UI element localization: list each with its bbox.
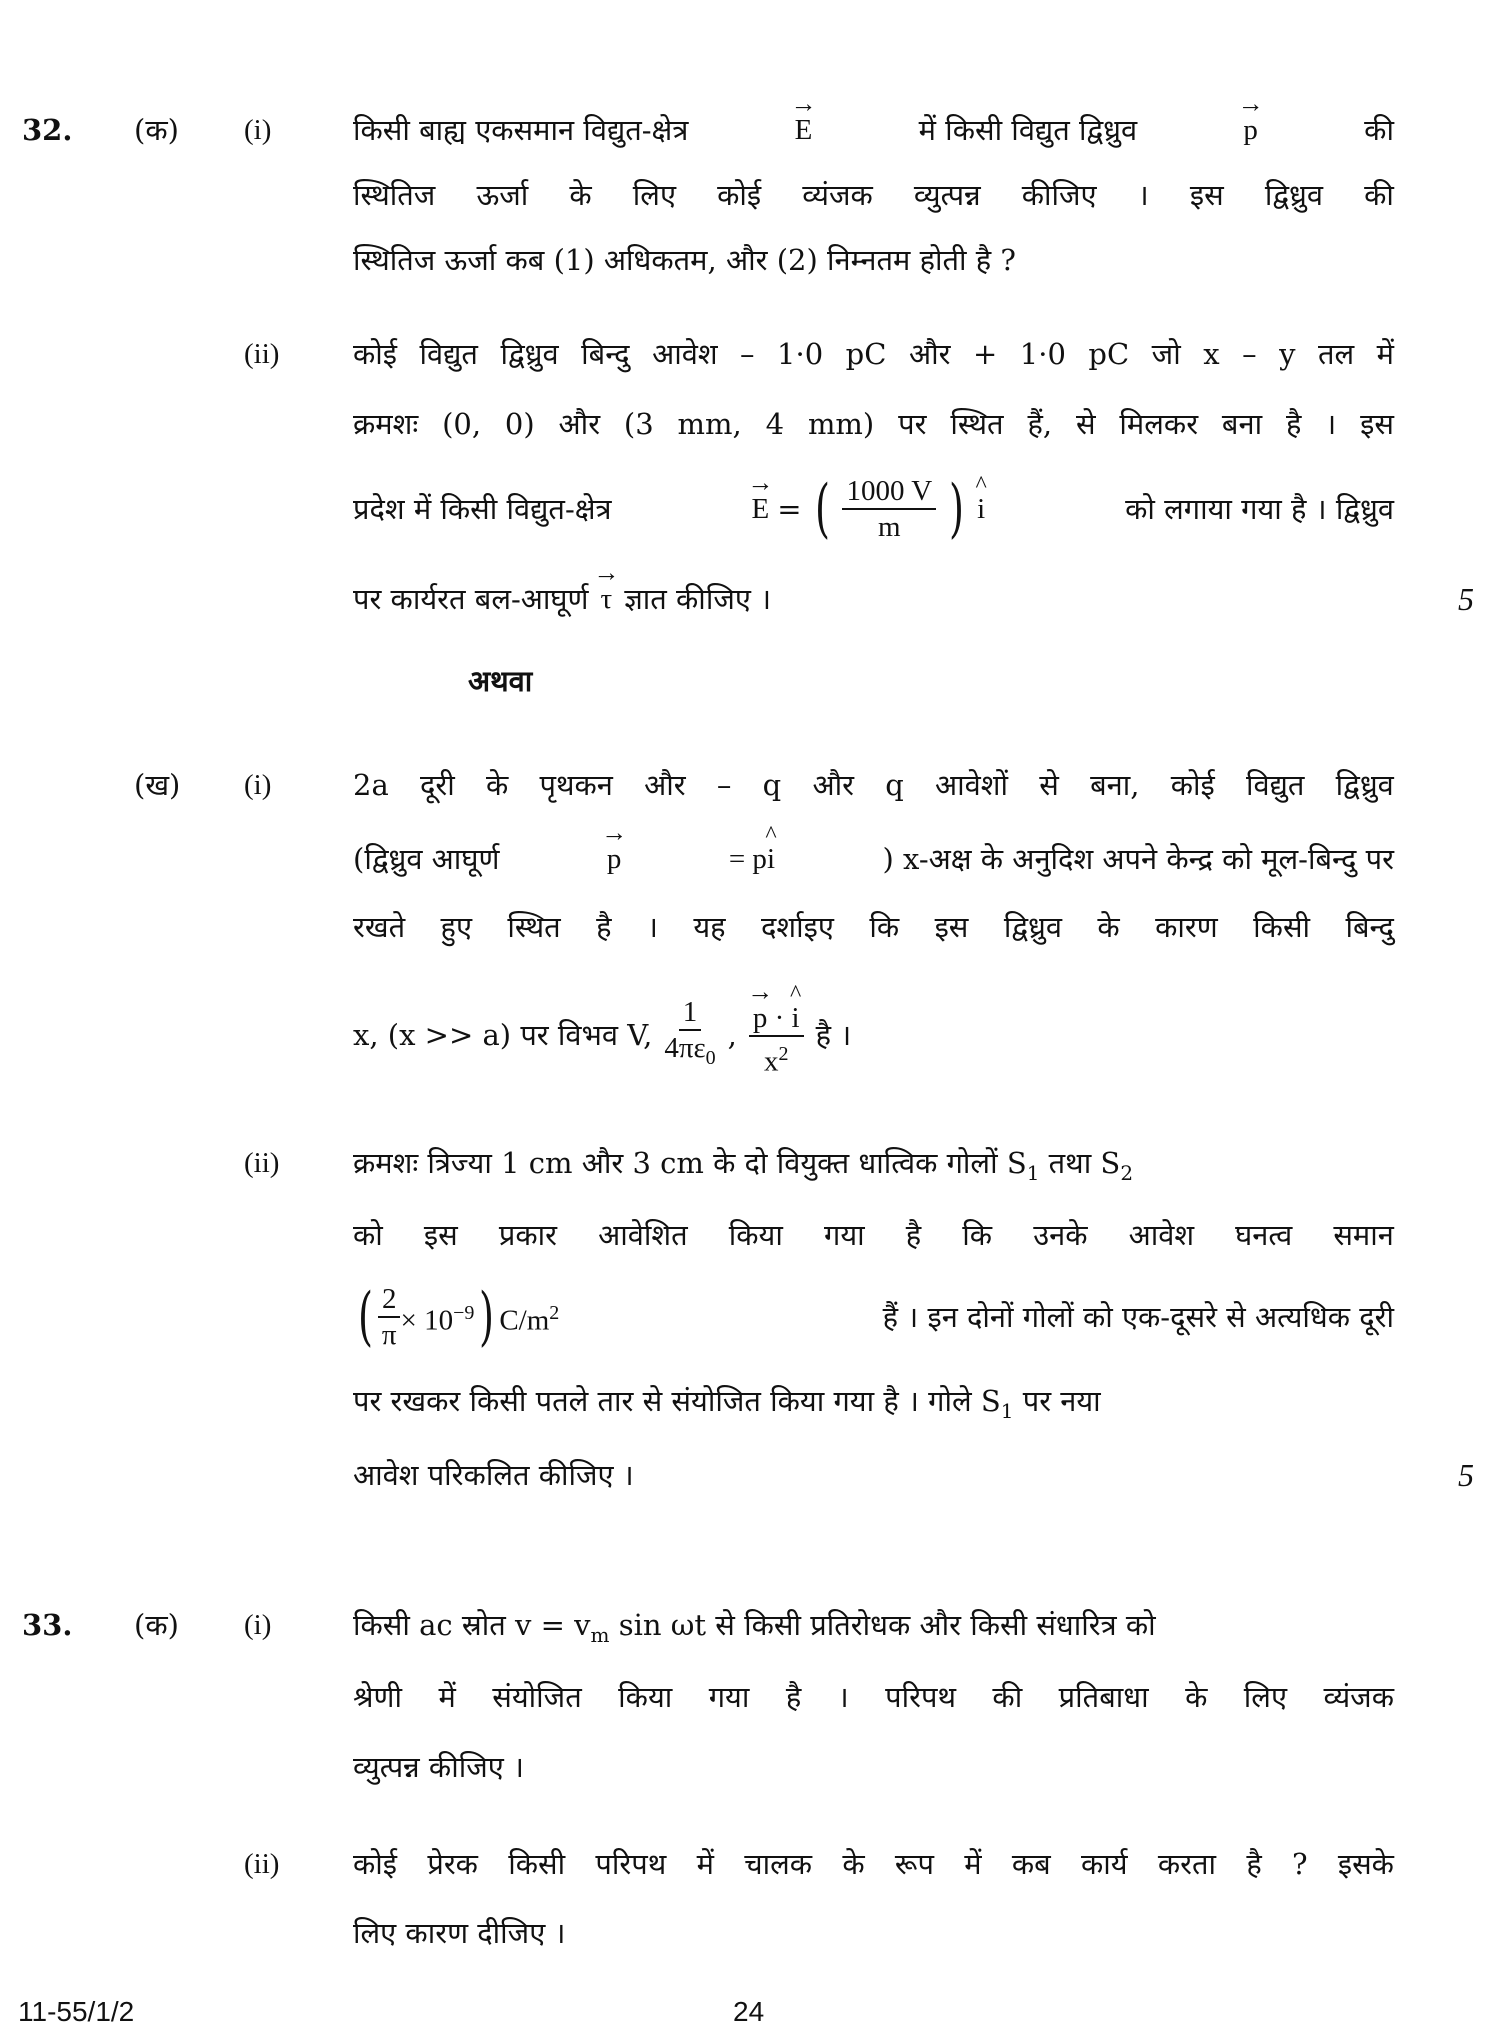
word: परिपथ <box>885 1680 956 1714</box>
word: श्रेणी <box>353 1680 403 1714</box>
q33a-i-line1 <box>353 1605 1394 1655</box>
word: रूप <box>894 1847 934 1881</box>
q32a-ii-line1 <box>353 334 1394 374</box>
field-expression <box>751 474 985 544</box>
word: (0, <box>442 407 482 441</box>
p-i-hat <box>729 839 775 879</box>
text: किसी ac स्रोत v = v <box>353 1608 591 1642</box>
word: – <box>740 337 755 371</box>
subscript: 1 <box>1000 1398 1014 1423</box>
q32b-i-line2 <box>353 839 1394 879</box>
q33a-ii-line2: लिए कारण दीजिए । <box>353 1916 566 1950</box>
word: मिलकर <box>1119 407 1199 441</box>
word: 4 <box>765 407 785 441</box>
word: से <box>1039 768 1059 802</box>
numerator <box>749 1001 804 1037</box>
word: इस <box>423 1218 458 1252</box>
word: द्विध्रुव <box>1003 910 1062 944</box>
marks-32a: 5 <box>1458 581 1474 617</box>
word: और <box>908 337 951 371</box>
q32b-i-line3 <box>353 907 1394 947</box>
text: है । <box>815 1018 852 1052</box>
word: स्थित <box>507 910 561 944</box>
text: 4πε <box>664 1032 706 1065</box>
question-number-33: 33. <box>22 1608 73 1642</box>
word: 0) <box>504 407 535 441</box>
paren-right: ) <box>949 472 965 546</box>
word: कार्य <box>1080 1847 1128 1881</box>
word: गया <box>708 1680 750 1714</box>
subscript: m <box>590 1622 610 1647</box>
vector-E: → E <box>795 110 813 150</box>
power <box>400 1293 474 1341</box>
q32b-ii-line1 <box>353 1143 1394 1193</box>
word: में <box>696 1847 714 1881</box>
word: प्रेरक <box>427 1847 478 1881</box>
text: प्रदेश में किसी विद्युत-क्षेत्र <box>353 492 612 526</box>
text: x <box>763 1045 779 1078</box>
page-number: 24 <box>733 1996 765 2027</box>
part-label-ka: (क) <box>134 1608 179 1642</box>
word: कोई <box>717 178 762 212</box>
word: लिए <box>1243 1680 1287 1714</box>
word: द्विध्रुव <box>1264 178 1323 212</box>
text <box>353 1605 1156 1655</box>
subpart-label-i: (i) <box>244 769 272 801</box>
word: दूरी <box>419 768 455 802</box>
denominator <box>764 1037 789 1079</box>
superscript: 2 <box>549 1302 560 1325</box>
vector-p: → p <box>753 1001 768 1035</box>
q32b-ii-line3 <box>353 1280 1394 1354</box>
word: ? <box>1292 1847 1308 1881</box>
subpart-label-ii: (ii) <box>244 338 280 370</box>
word: पर <box>898 407 927 441</box>
word: यह <box>693 910 726 944</box>
unit-vector-i: ^ i <box>792 1001 800 1035</box>
paren-left: ( <box>357 1280 373 1354</box>
word: और <box>558 407 601 441</box>
q33a-i-line3: व्युत्पन्न कीजिए । <box>353 1750 524 1784</box>
word: की <box>1364 178 1394 212</box>
word: है <box>1285 407 1302 441</box>
q32b-ii-line4 <box>353 1381 1394 1431</box>
denominator <box>664 1031 715 1075</box>
paren-left: ( <box>814 472 830 546</box>
text: ज्ञात कीजिए । <box>624 582 772 616</box>
paper-code: 11-55/1/2 <box>18 1996 135 2027</box>
unit-vector-i: ^ i <box>767 839 775 879</box>
part-label-kha: (ख) <box>134 768 181 802</box>
word: किसी <box>1253 910 1311 944</box>
word: और <box>812 768 854 802</box>
q33a-ii-line1 <box>353 1844 1394 1884</box>
word: आवेश <box>1128 1218 1195 1252</box>
q32b-i-line4 <box>353 995 1394 1078</box>
word: प्रकार <box>498 1218 558 1252</box>
part-label-ka: (क) <box>134 113 179 147</box>
word: । <box>837 1680 849 1714</box>
word: दर्शाइए <box>761 910 834 944</box>
q32b-ii-line2 <box>353 1215 1394 1255</box>
word: । <box>646 910 658 944</box>
word: प्रतिबाधा <box>1058 1680 1149 1714</box>
text: किसी बाह्य एकसमान विद्युत-क्षेत्र <box>353 113 689 147</box>
word: mm) <box>807 407 875 441</box>
vector-tau: → τ <box>601 579 613 619</box>
word: विद्युत <box>419 337 478 371</box>
subpart-label-ii: (ii) <box>244 1147 280 1179</box>
word: है <box>785 1680 802 1714</box>
word: के <box>1185 1680 1208 1714</box>
word: कोई <box>353 1847 398 1881</box>
word: कीजिए <box>1021 178 1097 212</box>
text: × 10 <box>400 1304 454 1337</box>
word: y <box>1279 337 1296 371</box>
q32a-i-line2 <box>353 175 1394 215</box>
word: किया <box>618 1680 673 1714</box>
word: तल <box>1317 337 1355 371</box>
word: है <box>905 1218 922 1252</box>
word: । <box>1137 178 1149 212</box>
unit <box>499 1293 559 1341</box>
word: हैं, <box>1027 407 1053 441</box>
word: इस <box>1189 178 1224 212</box>
word: के <box>1097 910 1120 944</box>
fraction-1-over-4pi-eps0 <box>664 995 715 1075</box>
word: संयोजित <box>492 1680 582 1714</box>
word: 2a <box>353 768 389 802</box>
word: कब <box>1011 1847 1051 1881</box>
word: mm, <box>677 407 742 441</box>
word: pC <box>1088 337 1130 371</box>
subscript: 1 <box>1026 1160 1040 1185</box>
charge-density-expression <box>353 1282 559 1352</box>
word: किया <box>728 1218 783 1252</box>
q32b-i-line1 <box>353 765 1394 805</box>
superscript: 2 <box>778 1043 789 1066</box>
text: हैं । इन दोनों गोलों को एक-दूसरे से अत्यधिक दूरी <box>882 1300 1394 1334</box>
word: pC <box>845 337 887 371</box>
text: C/m <box>499 1304 550 1337</box>
text: sin ωt से किसी प्रतिरोधक और किसी संधारित्र को <box>618 1608 1156 1642</box>
word: द्विध्रुव <box>500 337 559 371</box>
text: = p <box>728 843 767 875</box>
word: 1·0 <box>777 337 824 371</box>
vector-p: → p <box>607 839 622 879</box>
word: बना <box>1221 407 1263 441</box>
word: के <box>842 1847 865 1881</box>
word: घनत्व <box>1235 1218 1293 1252</box>
word: के <box>486 768 509 802</box>
denominator: m <box>878 511 901 543</box>
word: है <box>1246 1847 1262 1881</box>
word: समान <box>1333 1218 1394 1252</box>
word: इसके <box>1337 1847 1394 1881</box>
q32a-ii-line3 <box>353 472 1394 546</box>
q32a-ii-line4 <box>353 579 1394 619</box>
subpart-label-ii: (ii) <box>244 1848 280 1880</box>
word: उनके <box>1033 1218 1088 1252</box>
text: पर नया <box>1022 1384 1101 1418</box>
word: में <box>964 1847 982 1881</box>
q33a-i-line2 <box>353 1677 1394 1717</box>
word: पृथकन <box>539 768 613 802</box>
paren-right: ) <box>479 1280 495 1354</box>
word: और <box>644 768 686 802</box>
word: लिए <box>632 178 676 212</box>
word: कोई <box>1170 768 1215 802</box>
text: ) x-अक्ष के अनुदिश अपने केन्द्र को मूल-बिन्दु पर <box>882 842 1394 876</box>
text: x, (x >> a) पर विभव V, <box>353 1018 653 1052</box>
text: तथा S <box>1048 1146 1121 1180</box>
word: 1·0 <box>1019 337 1066 371</box>
word: कि <box>962 1218 993 1252</box>
word: स्थित <box>950 407 1004 441</box>
word: q <box>762 768 782 802</box>
text: (द्विध्रुव आघूर्ण <box>353 842 500 876</box>
or-divider: अथवा <box>468 664 533 698</box>
word: के <box>569 178 592 212</box>
subpart-label-i: (i) <box>244 1609 272 1641</box>
word: चालक <box>744 1847 813 1881</box>
word: किसी <box>508 1847 566 1881</box>
fraction-p-dot-i-over-x2 <box>749 1001 804 1079</box>
word: ऊर्जा <box>476 178 529 212</box>
word: । <box>1325 407 1337 441</box>
text: में किसी विद्युत द्विध्रुव <box>918 113 1138 147</box>
word: इस <box>1360 407 1394 441</box>
marks-32b: 5 <box>1458 1457 1474 1493</box>
text: की <box>1364 113 1394 147</box>
word: x <box>1203 337 1220 371</box>
word: (3 <box>623 407 654 441</box>
word: आवेश <box>652 337 718 371</box>
word: से <box>1075 407 1096 441</box>
text: पर रखकर किसी पतले तार से संयोजित किया गया है । गोले S <box>353 1384 1001 1418</box>
word: व्युत्पन्न <box>913 178 981 212</box>
word: करता <box>1157 1847 1217 1881</box>
word: – <box>1242 337 1257 371</box>
vector-p: → p <box>1243 110 1258 150</box>
numerator: 2 <box>378 1282 401 1318</box>
word: आवेशित <box>598 1218 688 1252</box>
equals: = <box>777 492 802 526</box>
comma: , <box>727 1018 737 1052</box>
word: बिन्दु <box>581 337 630 371</box>
word: गया <box>824 1218 865 1252</box>
q32a-i-line1 <box>353 110 1394 150</box>
word: + <box>972 337 998 371</box>
word: है <box>596 910 612 944</box>
q32a-ii-line2 <box>353 404 1394 444</box>
word: में <box>1376 337 1394 371</box>
word: कारण <box>1155 910 1218 944</box>
numerator: 1 <box>679 995 702 1031</box>
q32b-ii-line5: आवेश परिकलित कीजिए । <box>353 1458 634 1492</box>
text: क्रमशः त्रिज्या 1 cm और 3 cm के दो वियुक्त धात्विक गोलों S <box>353 1146 1027 1180</box>
unit-vector-i: ^ i <box>977 489 985 529</box>
numerator: 1000 V <box>842 474 936 510</box>
word: द्विध्रुव <box>1335 768 1394 802</box>
word: व्यंजक <box>1323 1680 1394 1714</box>
fraction-2-over-pi <box>378 1282 401 1352</box>
fraction <box>842 474 936 544</box>
question-number-32: 32. <box>22 113 73 147</box>
word: स्थितिज <box>353 178 436 212</box>
text <box>353 1143 1133 1193</box>
denominator: π <box>381 1319 397 1351</box>
word: बना, <box>1090 768 1140 802</box>
word: रखते <box>353 910 406 944</box>
word: बिन्दु <box>1345 910 1394 944</box>
word: को <box>353 1218 383 1252</box>
word: व्यंजक <box>802 178 873 212</box>
word: q <box>885 768 904 802</box>
subscript: 0 <box>705 1046 716 1069</box>
text <box>353 1381 1101 1431</box>
text: को लगाया गया है । द्विध्रुव <box>1125 492 1394 526</box>
word: विद्युत <box>1245 768 1305 802</box>
text: पर कार्यरत बल-आघूर्ण <box>353 582 589 616</box>
word: हुए <box>440 910 472 944</box>
word: जो <box>1151 337 1181 371</box>
word: इस <box>934 910 969 944</box>
superscript: −9 <box>453 1302 475 1325</box>
dot: · <box>774 1002 785 1035</box>
word: आवेशों <box>935 768 1009 802</box>
word: की <box>992 1680 1023 1714</box>
subscript: 2 <box>1120 1160 1134 1185</box>
word: – <box>716 768 732 802</box>
vector-E: → E <box>751 489 769 529</box>
word: कोई <box>353 337 398 371</box>
q32a-i-line3: स्थितिज ऊर्जा कब (1) अधिकतम, और (2) निम्नतम होती है ? <box>353 243 1016 277</box>
word: कि <box>869 910 900 944</box>
subpart-label-i: (i) <box>244 114 272 146</box>
word: में <box>438 1680 456 1714</box>
word: परिपथ <box>595 1847 667 1881</box>
word: क्रमशः <box>353 407 419 441</box>
